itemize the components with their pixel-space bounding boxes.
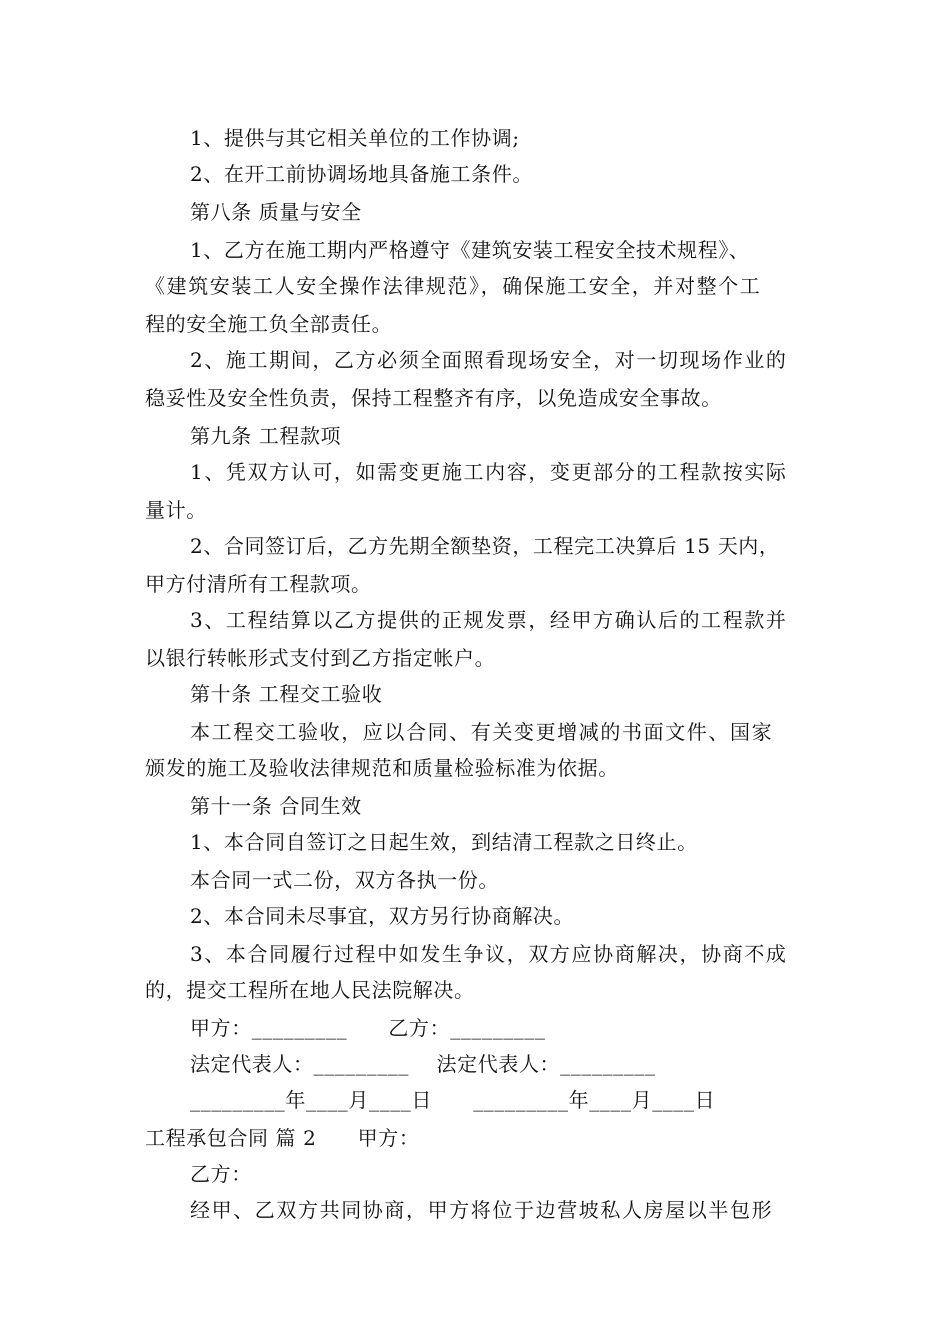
clause-11-item-3-line-2: 的，提交工程所在地人民法院解决。 <box>145 978 475 1002</box>
clause-11-copies: 本合同一式二份，双方各执一份。 <box>190 868 499 892</box>
clause-9-item-1-line-2: 量计。 <box>145 498 207 522</box>
clause-9-item-3-line-2: 以银行转帐形式支付到乙方指定帐户。 <box>145 646 496 670</box>
clause-8-item-2-line-2: 稳妥性及安全性负责，保持工程整齐有序，以免造成安全事故。 <box>145 386 722 410</box>
clause-9-item-1-line-1: 1、凭双方认可，如需变更施工内容，变更部分的工程款按实际 <box>190 460 788 484</box>
clause-9-item-2-line-2: 甲方付清所有工程款项。 <box>145 572 372 596</box>
clause-11-heading: 第十一条 合同生效 <box>190 794 362 818</box>
clause-10-body-line-1: 本工程交工验收，应以合同、有关变更增减的书面文件、国家 <box>190 720 774 744</box>
clause-8-item-1-line-1: 1、乙方在施工期内严格遵守《建筑安装工程安全技术规程》、 <box>190 238 750 262</box>
clause-11-item-2: 2、本合同未尽事宜，双方另行协商解决。 <box>190 904 575 928</box>
contract-2-heading: 工程承包合同 篇 2 甲方： <box>145 1126 420 1150</box>
contract-2-intro: 经甲、乙双方共同协商，甲方将位于边营坡私人房屋以半包形 <box>190 1198 774 1222</box>
clause-9-item-2-line-1: 2、合同签订后，乙方先期全额垫资，工程完工决算后 15 天内， <box>190 534 780 558</box>
signature-parties: 甲方：_________ 乙方：_________ <box>190 1016 546 1040</box>
clause-8-item-2-line-1: 2、施工期间，乙方必须全面照看现场安全，对一切现场作业的 <box>190 348 788 372</box>
contract-2-party-b: 乙方： <box>190 1162 252 1186</box>
clause-11-item-3-line-1: 3、本合同履行过程中如发生争议，双方应协商解决，协商不成 <box>190 942 788 966</box>
clause-8-item-1-line-3: 程的安全施工负全部责任。 <box>145 312 393 336</box>
clause-10-heading: 第十条 工程交工验收 <box>190 682 383 706</box>
clause-9-heading: 第九条 工程款项 <box>190 424 342 448</box>
signature-representatives: 法定代表人：_________ 法定代表人：_________ <box>190 1052 656 1076</box>
clause-8-item-1-line-2: 《建筑安装工人安全操作法律规范》，确保施工安全，并对整个工 <box>145 274 762 298</box>
clause-9-item-3-line-1: 3、工程结算以乙方提供的正规发票，经甲方确认后的工程款并 <box>190 608 788 632</box>
clause-7-item-2: 2、在开工前协调场地具备施工条件。 <box>190 162 533 186</box>
clause-8-heading: 第八条 质量与安全 <box>190 200 362 224</box>
clause-10-body-line-2: 颁发的施工及验收法律规范和质量检验标准为依据。 <box>145 756 619 780</box>
clause-11-item-1: 1、本合同自签订之日起生效，到结清工程款之日终止。 <box>190 830 698 854</box>
clause-7-item-1: 1、提供与其它相关单位的工作协调; <box>190 126 520 150</box>
signature-dates: _________年____月____日 _________年____月____日 <box>190 1088 716 1112</box>
